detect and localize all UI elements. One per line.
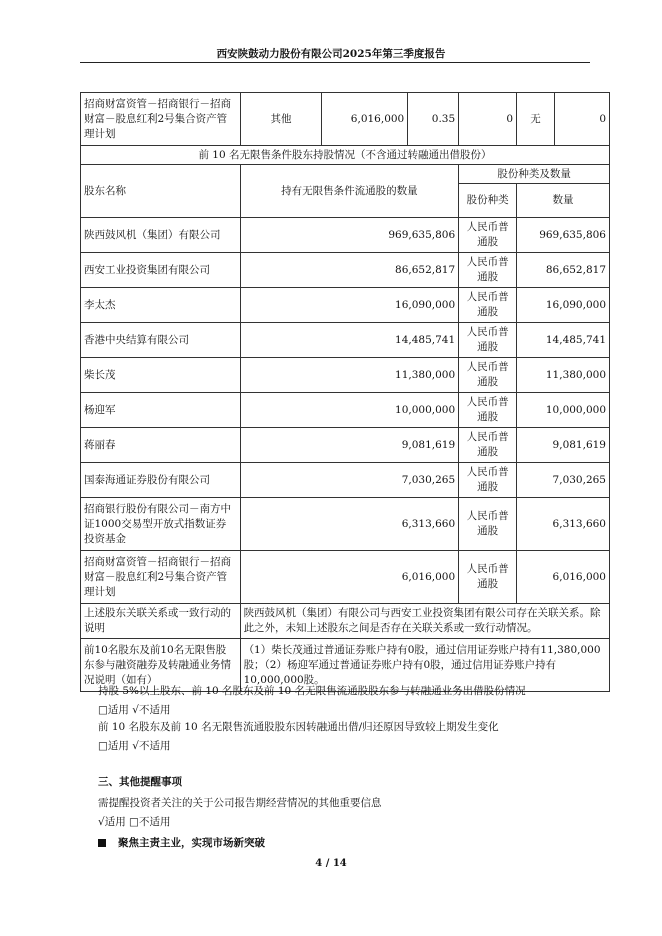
holder-name: 西安工业投资集团有限公司	[81, 253, 241, 288]
page-header-title: 西安陕鼓动力股份有限公司2025年第三季度报告	[216, 48, 446, 60]
holder-qty: 6,313,660	[240, 498, 459, 551]
related-text: 陕西鼓风机（集团）有限公司与西安工业投资集团有限公司存在关联关系。除此之外，未知上述股东之间是否存在关联关系或一致行动情况。	[240, 604, 609, 639]
holder-amount: 10,000,000	[517, 393, 610, 428]
margin-text: （1）柴长茂通过普通证券账户持有0股，通过信用证券账户持有11,380,000股；（2）杨迎军通过普通证券账户持有0股，通过信用证券账户持有10,000,000股。	[240, 639, 609, 692]
holder-qty: 11,380,000	[240, 358, 459, 393]
table-row	[81, 428, 610, 463]
section3-option: √适用 □不适用	[98, 816, 171, 828]
holder-share-type: 人民币普通股	[459, 218, 517, 253]
holder-amount: 86,652,817	[517, 253, 610, 288]
holder-share-type: 人民币普通股	[459, 253, 517, 288]
holder-amount: 969,635,806	[517, 218, 610, 253]
holder-qty: 14,485,741	[240, 323, 459, 358]
header-rule	[80, 62, 590, 63]
holder-qty: 6,016,000	[240, 551, 459, 604]
table-row	[81, 218, 610, 253]
holder-amount: 16,090,000	[517, 288, 610, 323]
holder-amount: 7,030,265	[517, 463, 610, 498]
holder-qty: 969,635,806	[240, 218, 459, 253]
holder-amount: 9,081,619	[517, 428, 610, 463]
col-header-amount: 数量	[517, 184, 610, 218]
section3-bullet	[98, 835, 265, 851]
top-holder-pledged: 0	[555, 93, 610, 146]
holder-name: 李太杰	[81, 288, 241, 323]
related-label: 上述股东关联关系或一致行动的说明	[81, 604, 241, 639]
table-row	[81, 463, 610, 498]
table-row	[81, 498, 610, 551]
section3-title: 三、其他提醒事项	[98, 776, 182, 788]
table-row	[81, 551, 610, 604]
holder-share-type: 人民币普通股	[459, 463, 517, 498]
holder-amount: 14,485,741	[517, 323, 610, 358]
holder-name: 杨迎军	[81, 393, 241, 428]
holder-qty: 86,652,817	[240, 253, 459, 288]
table-row	[81, 253, 610, 288]
holder-name: 蒋丽春	[81, 428, 241, 463]
note-line2: 前 10 名股东及前 10 名无限售流通股股东因转融通出借/归还原因导致较上期发生变化	[98, 721, 499, 733]
holder-amount: 6,016,000	[517, 551, 610, 604]
holder-share-type: 人民币普通股	[459, 288, 517, 323]
top-holder-shares: 6,016,000	[322, 93, 408, 146]
note-line1: 持股 5%以上股东、前 10 名股东及前 10 名无限售流通股股东参与转融通业务出借股份情况	[98, 685, 526, 697]
col-header-type: 股份种类	[459, 184, 517, 218]
holder-name: 招商银行股份有限公司－南方中证1000交易型开放式指数证券投资基金	[81, 498, 241, 551]
holder-share-type: 人民币普通股	[459, 551, 517, 604]
note-line2-option: □适用 √不适用	[98, 740, 171, 752]
top-holder-restricted: 0	[459, 93, 517, 146]
section3-desc: 需提醒投资者关注的关于公司报告期经营情况的其他重要信息	[98, 797, 382, 809]
col-header-name: 股东名称	[81, 165, 241, 218]
square-bullet-icon	[98, 839, 106, 847]
table-row	[81, 288, 610, 323]
holder-name: 国泰海通证券股份有限公司	[81, 463, 241, 498]
holder-name: 柴长茂	[81, 358, 241, 393]
note-line1-option: □适用 √不适用	[98, 704, 171, 716]
holder-qty: 7,030,265	[240, 463, 459, 498]
table-row	[81, 323, 610, 358]
holder-name: 香港中央结算有限公司	[81, 323, 241, 358]
holder-qty: 10,000,000	[240, 393, 459, 428]
col-header-qty: 持有无限售条件流通股的数量	[240, 165, 459, 218]
holder-share-type: 人民币普通股	[459, 393, 517, 428]
holder-share-type: 人民币普通股	[459, 323, 517, 358]
holder-qty: 9,081,619	[240, 428, 459, 463]
holder-amount: 11,380,000	[517, 358, 610, 393]
table-row	[81, 358, 610, 393]
top10-title: 前 10 名无限售条件股东持股情况（不含通过转融通出借股份）	[81, 146, 610, 165]
page-number: 4 / 14	[315, 858, 347, 869]
top-holder-row	[81, 93, 610, 146]
margin-label: 前10名股东及前10名无限售股东参与融资融券及转融通业务情况说明（如有）	[81, 639, 241, 692]
top-holder-nature: 其他	[240, 93, 322, 146]
holder-share-type: 人民币普通股	[459, 428, 517, 463]
holder-amount: 6,313,660	[517, 498, 610, 551]
holder-share-type: 人民币普通股	[459, 358, 517, 393]
top-holder-ratio: 0.35	[408, 93, 459, 146]
shareholder-table	[80, 92, 610, 692]
holder-name: 陕西鼓风机（集团）有限公司	[81, 218, 241, 253]
col-header-group: 股份种类及数量	[459, 165, 610, 184]
table-row	[81, 393, 610, 428]
section3-bullet-text: 聚焦主责主业，实现市场新突破	[118, 837, 265, 849]
top-holder-status: 无	[517, 93, 555, 146]
holder-name: 招商财富资管－招商银行－招商财富－股息红利2号集合资产管理计划	[81, 551, 241, 604]
holder-share-type: 人民币普通股	[459, 498, 517, 551]
holder-qty: 16,090,000	[240, 288, 459, 323]
top-holder-name: 招商财富资管－招商银行－招商财富－股息红利2号集合资产管理计划	[81, 93, 241, 146]
